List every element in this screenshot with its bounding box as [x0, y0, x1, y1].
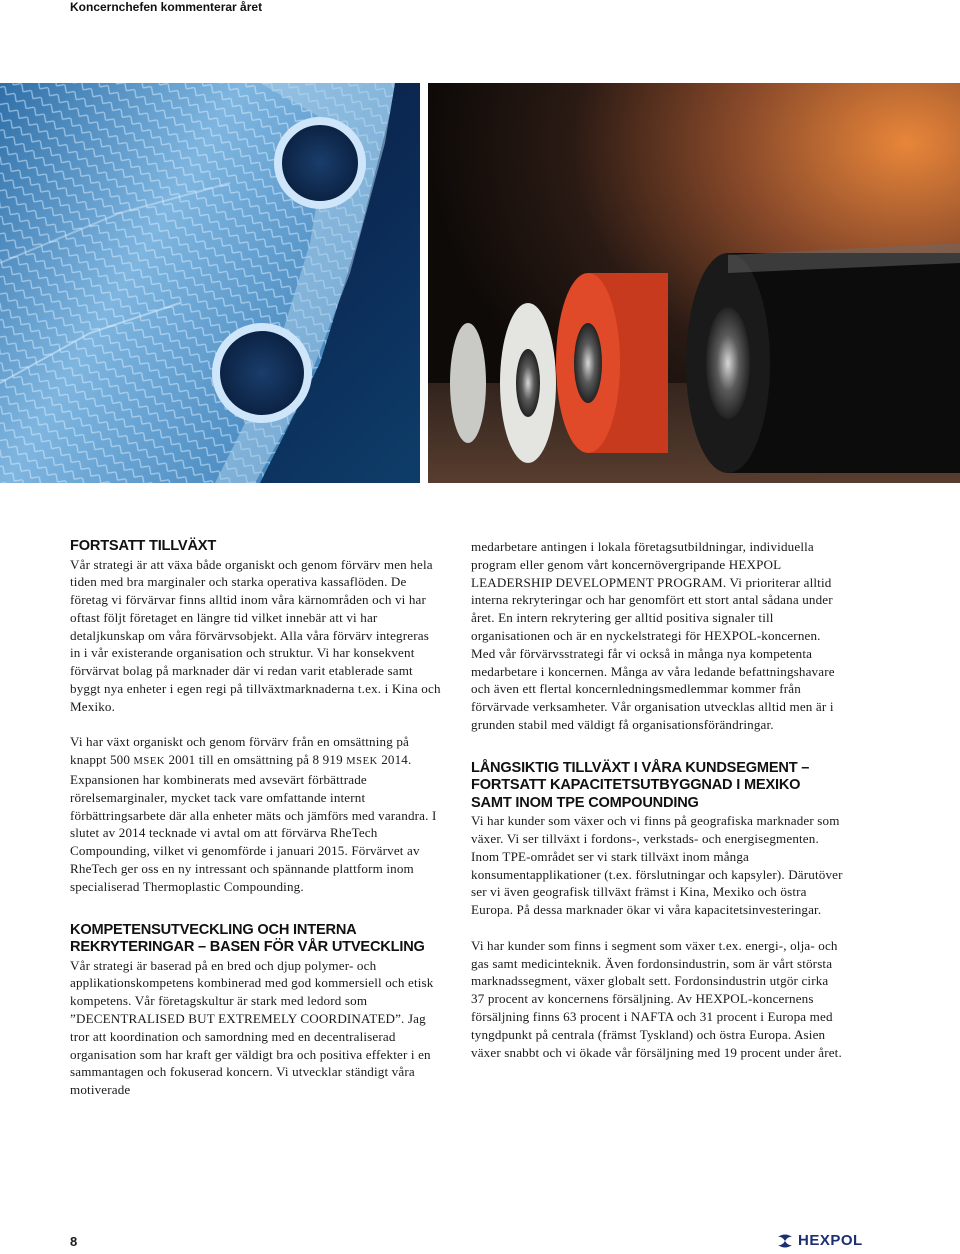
left-text-column — [70, 538, 442, 1099]
msek-unit: MSEK — [133, 756, 166, 768]
hexpol-logo — [776, 1232, 863, 1249]
section-heading-growth: FORTSATT TILLVÄXT — [70, 538, 217, 554]
running-title: Koncernchefen kommenterar året — [70, 0, 263, 14]
heat-exchanger-plate-photo — [0, 83, 420, 483]
paragraph: Vår strategi är att växa både organiskt och genom förvärv men hela tiden med bra marginaler och starka operativa kassaflöden. De företag vi förvärvar finns alltid inom våra kärnområden och vi har oftast följt företaget en längre tid vilket innebär att vi har detaljkunskap om våra förvärvsobjekt. Alla våra förvärv integreras in i vår existerande organisation och struktur. Vi har konsekvent förvärvat bolag på marknader där vi redan varit etablerade samt byggt nya enheter i egen regi på tillväxtmarknaderna t.ex. i Kina och Mexiko. — [70, 556, 441, 714]
hexpol-logo-icon — [776, 1233, 794, 1249]
right-text-column — [471, 538, 843, 1061]
page-number: 8 — [70, 1234, 78, 1249]
paragraph: Vi har kunder som finns i segment som växer t.ex. energi-, olja- och gas samt medicinteknik. Även fordonsindustrin, som är vårt största marknadssegment, växer globalt sett. Fordonsindustrin utgör cirka 37 procent av koncernens försäljning. Av HEXPOL-koncernens försäljning finns 63 procent i NAFTA och 31 procent i Europa med tyngdpunkt på centrala (främst Tyskland) och östra Europa. Asien växer snabbt och vi ökade vår försäljning med 19 procent under året. — [471, 937, 842, 1060]
section-heading-long-term-growth: LÅNGSIKTIG TILLVÄXT I VÅRA KUNDSEGMENT – FORTSATT KAPACITETSUTBYGGNAD I MEXIKO SAMT INOM TPE COMPOUNDING — [471, 759, 810, 811]
rubber-rollers-photo — [428, 83, 960, 483]
section-heading-competence: KOMPETENSUTVECKLING OCH INTERNA REKRYTERINGAR – BASEN FÖR VÅR UTVECKLING — [70, 921, 425, 956]
paragraph: Vår strategi är baserad på en bred och djup polymer- och applikationskompetens kombinerad med god kommersiell och etisk kompetens. Vår företagskultur är stark med ledord som ”DECENTRALISED BUT EXTREMELY COORDINATED”. Jag tror att koordination och samordning med en decentraliserad organisation som har kraft ger väldigt bra och positiva effekter i en sammantagen och fokuserad koncern. Vi utvecklar ständigt våra motiverade — [70, 957, 434, 1098]
logo-text: HEXPOL — [798, 1232, 863, 1249]
paragraph: Vi har kunder som växer och vi finns på geografiska marknader som växer. Vi ser tillväxt i fordons-, verkstads- och energisegmenten. Inom TPE-området ser vi stark tillväxt inom många konsumentapplikationer (t.ex. förslutningar och kapsyler). Därutöver ser vi även geografisk tillväxt främst i Kina, Mexiko och östra Europa. På dessa marknader ökar vi våra kapacitetsinvesteringar. — [471, 813, 843, 918]
paragraph: Vi har växt organiskt och genom förvärv från en omsättning på knappt 500 MSEK 2001 till en omsättning på 8 919 MSEK 2014. Expansionen har kombinerats med avsevärt förbättrade rörelsemarginaler, mycket tack vare omfattande internt förbättringsarbete där alla enheter mäts och jämförs med varandra. I slutet av 2014 tecknade vi avtal om att förvärva RheTech Compounding, vilket vi genomförde i januari 2015. Förvärvet av RheTech ger oss en ny intressant och spännande plattform inom specialiserad Thermoplastic Compounding. — [70, 734, 437, 894]
msek-unit: MSEK — [346, 756, 378, 768]
paragraph: medarbetare antingen i lokala företagsutbildningar, individuella program eller genom vårt koncernövergripande HEXPOL LEADERSHIP DEVELOPMENT PROGRAM. Vi prioriterar alltid interna rekryteringar och har genomfört ett stort antal sådana under året. En intern rekrytering ger alltid positiva signaler till organisationen och är en nyckelstrategi för HEXPOL-koncernen. Med vår förvärvsstrategi får vi också in många nya kompetenta medarbetare i koncernen. Många av våra ledande befattningshavare och även ett flertal koncernledningsmedlemmar kommer från förvärvade verksamheter. Vår organisation utvecklas alltid men är i grunden stabil med väldigt få organisationsförändringar. — [471, 539, 835, 732]
